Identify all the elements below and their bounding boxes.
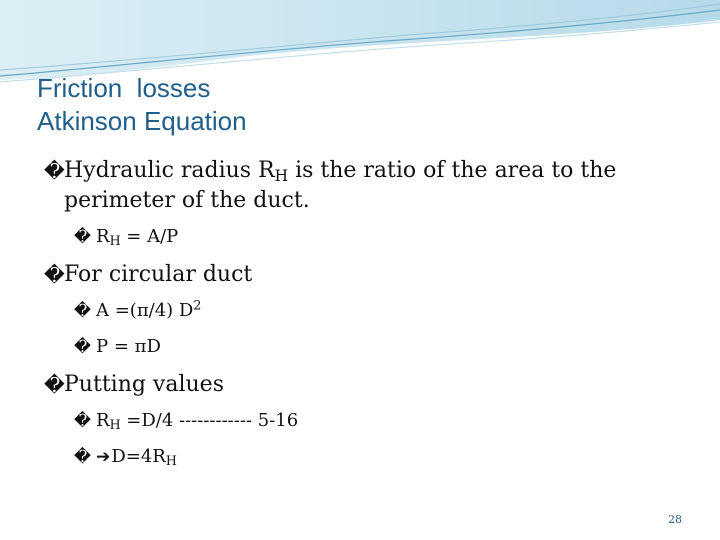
hydraulic-radius-text: Hydraulic radius R <box>64 158 275 183</box>
subscript-h: H <box>109 417 121 433</box>
hydraulic-radius-text-cont: is the ratio of the area to the <box>288 158 617 183</box>
superscript-2: 2 <box>193 297 202 313</box>
subscript-h: H <box>109 233 121 249</box>
bullet-glyph: � <box>44 159 65 183</box>
bullet-rh-result <box>44 408 694 434</box>
title-line-1: Friction losses <box>37 73 211 103</box>
putting-values-text: Putting values <box>64 372 224 397</box>
hydraulic-radius-line-2: perimeter of the duct. <box>64 188 310 213</box>
bullet-perimeter-formula <box>44 334 694 360</box>
bullet-rh-formula <box>44 224 694 250</box>
title-line-2: Atkinson Equation <box>37 106 247 136</box>
subscript-h: H <box>165 453 177 469</box>
bullet-glyph: � <box>74 227 91 246</box>
circular-duct-text: For circular duct <box>64 262 253 287</box>
bullet-putting-values <box>44 370 694 400</box>
bullet-glyph: � <box>74 337 91 356</box>
bullet-area-formula <box>44 298 694 324</box>
rh-result-rest: =D/4 ------------ 5-16 <box>120 410 299 431</box>
slide-body <box>44 156 694 480</box>
bullet-glyph: � <box>74 301 91 320</box>
bullet-glyph: � <box>74 447 91 466</box>
area-formula-text: A =(π/4) D <box>96 300 194 321</box>
page-number: 28 <box>668 513 682 526</box>
bullet-glyph: � <box>44 373 65 397</box>
rh-formula-rest: = A/P <box>120 226 179 247</box>
rh-formula-r: R <box>96 226 110 247</box>
bullet-glyph: � <box>44 263 65 287</box>
perimeter-formula-text: P = πD <box>96 336 161 357</box>
bullet-d-result <box>44 444 694 470</box>
right-arrow-icon: ➔ <box>96 447 111 467</box>
slide-title <box>37 72 677 138</box>
bullet-hydraulic-radius <box>44 156 694 216</box>
d-result-text: D=4R <box>111 446 166 467</box>
bullet-glyph: � <box>74 411 91 430</box>
rh-result-r: R <box>96 410 110 431</box>
subscript-h: H <box>274 166 289 185</box>
bullet-circular-duct <box>44 260 694 290</box>
